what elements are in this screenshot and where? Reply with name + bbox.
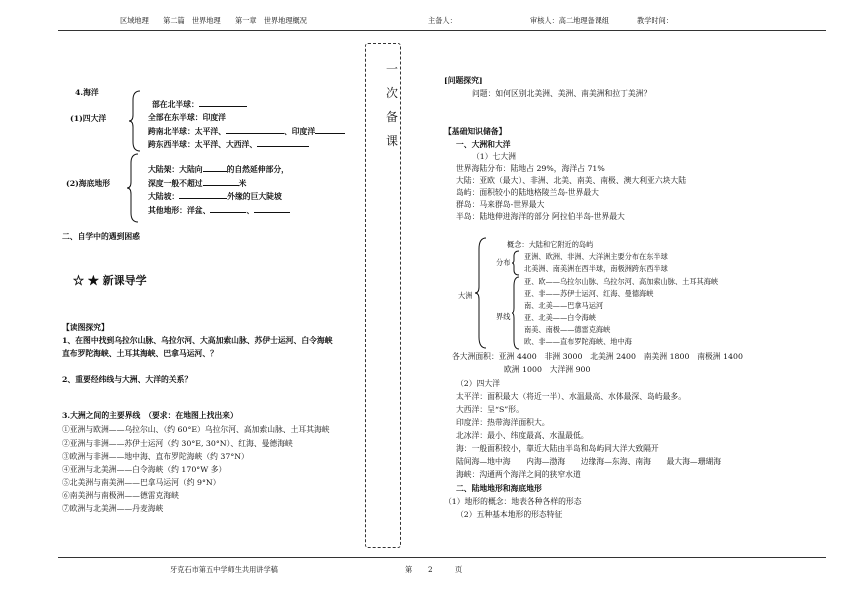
- seafloor-label: (2)海底地形: [66, 179, 110, 188]
- ocean-line-ns: 跨南北半球：太平洋、 、印度洋: [148, 125, 345, 137]
- footer-school: 牙克石市第五中学师生共用讲学稿: [170, 565, 278, 574]
- header-title: 区域地理 第二篇 世界地理 第一章 世界地理概况: [120, 16, 307, 25]
- blank: [179, 190, 227, 199]
- divider-char-2: 次: [386, 86, 399, 100]
- shelf-line: 大陆架：大陆向 的自然延伸部分，: [148, 165, 289, 174]
- divider-char-3: 备: [386, 110, 399, 124]
- sea-types: 陆间海—地中海 内海—渤海 边缘海—东海、南海 最大海—珊瑚海: [456, 457, 722, 466]
- section-landforms: 二、陆地地形和海底地形: [456, 484, 542, 493]
- question-3-title: 3.大洲之间的主要界线 （要求：在地图上找出来）: [62, 411, 238, 420]
- ocean-line-ew: 跨东西半球：太平洋、大西洋、: [148, 138, 309, 150]
- blank: [199, 98, 247, 107]
- ocean-brace: [128, 90, 142, 152]
- tree-border-1: 亚、欧——乌拉尔山脉、乌拉尔河、高加索山脉、土耳其海峡: [524, 277, 719, 286]
- arctic-line: 北冰洋：最小、纬度最高、水温最低。: [456, 431, 589, 440]
- blank: [257, 138, 309, 147]
- area-line-1: 各大洲面积：亚洲 4400 非洲 3000 北美洲 2400 南美洲 1800 南极洲 1400: [452, 352, 743, 361]
- boundary-7: ⑦欧洲与北美洲——丹麦海峡: [62, 504, 164, 513]
- boundary-3: ③欧洲与非洲——地中海、直布罗陀海峡（约 37°N）: [62, 452, 249, 461]
- seven-continents: （1）七大洲: [472, 152, 516, 161]
- footer-rule: [58, 557, 826, 558]
- divider-char-1: 一: [386, 62, 399, 76]
- tree-border-5: 南美、南极——德雷克海峡: [524, 325, 611, 334]
- peninsula-line: 半岛：陆地伸进海洋的部分 阿拉伯半岛-世界最大: [456, 212, 625, 221]
- divider-char-4: 课: [386, 134, 399, 148]
- tree-dist-label: 分布: [496, 258, 511, 267]
- tree-main-brace: [474, 237, 488, 349]
- slope-line: 大陆坡： 外缘的巨大陡坡: [148, 192, 282, 201]
- continents-line: 大陆：亚欧（最大）、非洲、北美、南美、南极、澳大利亚六块大陆: [456, 176, 687, 185]
- tree-border-6: 欧、非——直布罗陀海峡、地中海: [524, 337, 632, 346]
- atlantic-line: 大西洋：呈“S”形。: [456, 405, 524, 414]
- four-oceans-label: (1)四大洋: [70, 114, 107, 123]
- boundary-4: ④亚洲与北美洲——白令海峡（约 170°W 多）: [62, 465, 227, 474]
- tree-border-3: 南、北美——巴拿马运河: [524, 301, 604, 310]
- tree-border-brace: [511, 276, 521, 350]
- header-reviewer: 审核人：高二地理备课组: [530, 16, 610, 25]
- other-line: 其他地形：洋盆、 、: [148, 204, 290, 216]
- landform-types: （2）五种基本地形的形态特征: [456, 510, 563, 519]
- strait-line: 海峡：沟通两个海洋之间的狭窄水道: [456, 470, 581, 479]
- header-preparer: 主备人：: [428, 16, 457, 25]
- tree-border-2: 亚、非——苏伊士运河、红海、曼德海峡: [524, 289, 654, 298]
- depth-line: 深度一般不超过 米: [148, 179, 247, 188]
- tree-concept: 概念：大陆和它附近的岛屿: [507, 240, 594, 249]
- blank: [210, 204, 246, 213]
- tree-border-label: 界线: [496, 312, 511, 321]
- boundary-1: ①亚洲与欧洲——乌拉尔山、（约 60°E）乌拉尔河、高加索山脉、土耳其海峡: [62, 425, 330, 434]
- section-continents-oceans: 一、大洲和大洋: [456, 140, 511, 149]
- tree-border-4: 亚、北美——白令海峡: [524, 313, 596, 322]
- blank: [203, 163, 227, 172]
- ocean-title: 4.海洋: [75, 88, 99, 97]
- inquiry-title: [问题探究]: [444, 76, 483, 85]
- tree-root: 大洲: [458, 291, 473, 300]
- seafloor-brace: [126, 153, 140, 223]
- tree-dist-1: 亚洲、欧洲、非洲、大洋洲主要分布在东半球: [524, 252, 668, 261]
- footer-page-prefix: 第: [405, 565, 413, 574]
- question-1-line-2: 直布罗陀海峡、土耳其海峡、巴拿马运河、？: [62, 349, 218, 358]
- tree-dist-brace: [511, 250, 521, 276]
- archipelago-line: 群岛：马来群岛-世界最大: [456, 200, 545, 209]
- ocean-line-east: 全部在东半球：印度洋: [148, 113, 226, 122]
- inquiry-question: 问题：如何区别北美洲、美洲、南美洲和拉丁美洲？: [472, 89, 652, 98]
- header-time: 教学时间：: [637, 16, 673, 25]
- footer-page-number: 2: [428, 565, 433, 574]
- blank: [254, 204, 290, 213]
- blank: [315, 125, 345, 134]
- sea-definition: 海：一般面积较小，靠近大陆由半岛和岛屿同大洋大致隔开: [456, 444, 659, 453]
- blank: [226, 125, 284, 134]
- land-sea-ratio: 世界海陆分布：陆地占 29%，海洋占 71%: [456, 164, 605, 173]
- four-oceans-heading: （2）四大洋: [456, 379, 500, 388]
- area-line-2: 欧洲 1000 大洋洲 900: [504, 365, 591, 374]
- blank: [203, 177, 239, 186]
- landform-concept: （1）地形的概念：地表各种各样的形态: [444, 497, 582, 506]
- basics-title: 【基础知识储备】: [444, 127, 507, 136]
- boundary-5: ⑤北美洲与南美洲——巴拿马运河（约 9°N）: [62, 478, 221, 487]
- footer-page-suffix: 页: [455, 565, 463, 574]
- island-line: 岛屿：面积较小的陆地格陵兰岛-世界最大: [456, 188, 599, 197]
- section-two: 二、自学中的遇到困惑: [62, 232, 140, 241]
- ocean-line-north: 部在北半球：: [152, 98, 247, 110]
- question-2: 2、重要经纬线与大洲、大洋的关系？: [62, 375, 193, 384]
- question-1-line-1: 1、在图中找到乌拉尔山脉、乌拉尔河、大高加索山脉、苏伊士运河、白令海峡: [62, 336, 333, 345]
- new-lesson-heading: ☆ ★ 新课导学: [73, 274, 147, 287]
- header-rule: [58, 30, 826, 31]
- tree-dist-2: 北美洲、南美洲在西半球，南极洲跨东西半球: [524, 264, 668, 273]
- read-map-title: 【读图探究】: [62, 323, 109, 332]
- boundary-6: ⑥南美洲与南极洲——德雷克海峡: [62, 491, 179, 500]
- pacific-line: 太平洋：面积最大（将近一半）、水温最高、水体最深、岛屿最多。: [456, 392, 687, 401]
- boundary-2: ②亚洲与非洲——苏伊士运河（约 30°E, 30°N）、红海、曼德海峡: [62, 439, 293, 448]
- indian-line: 印度洋：热带海洋面积大。: [456, 418, 550, 427]
